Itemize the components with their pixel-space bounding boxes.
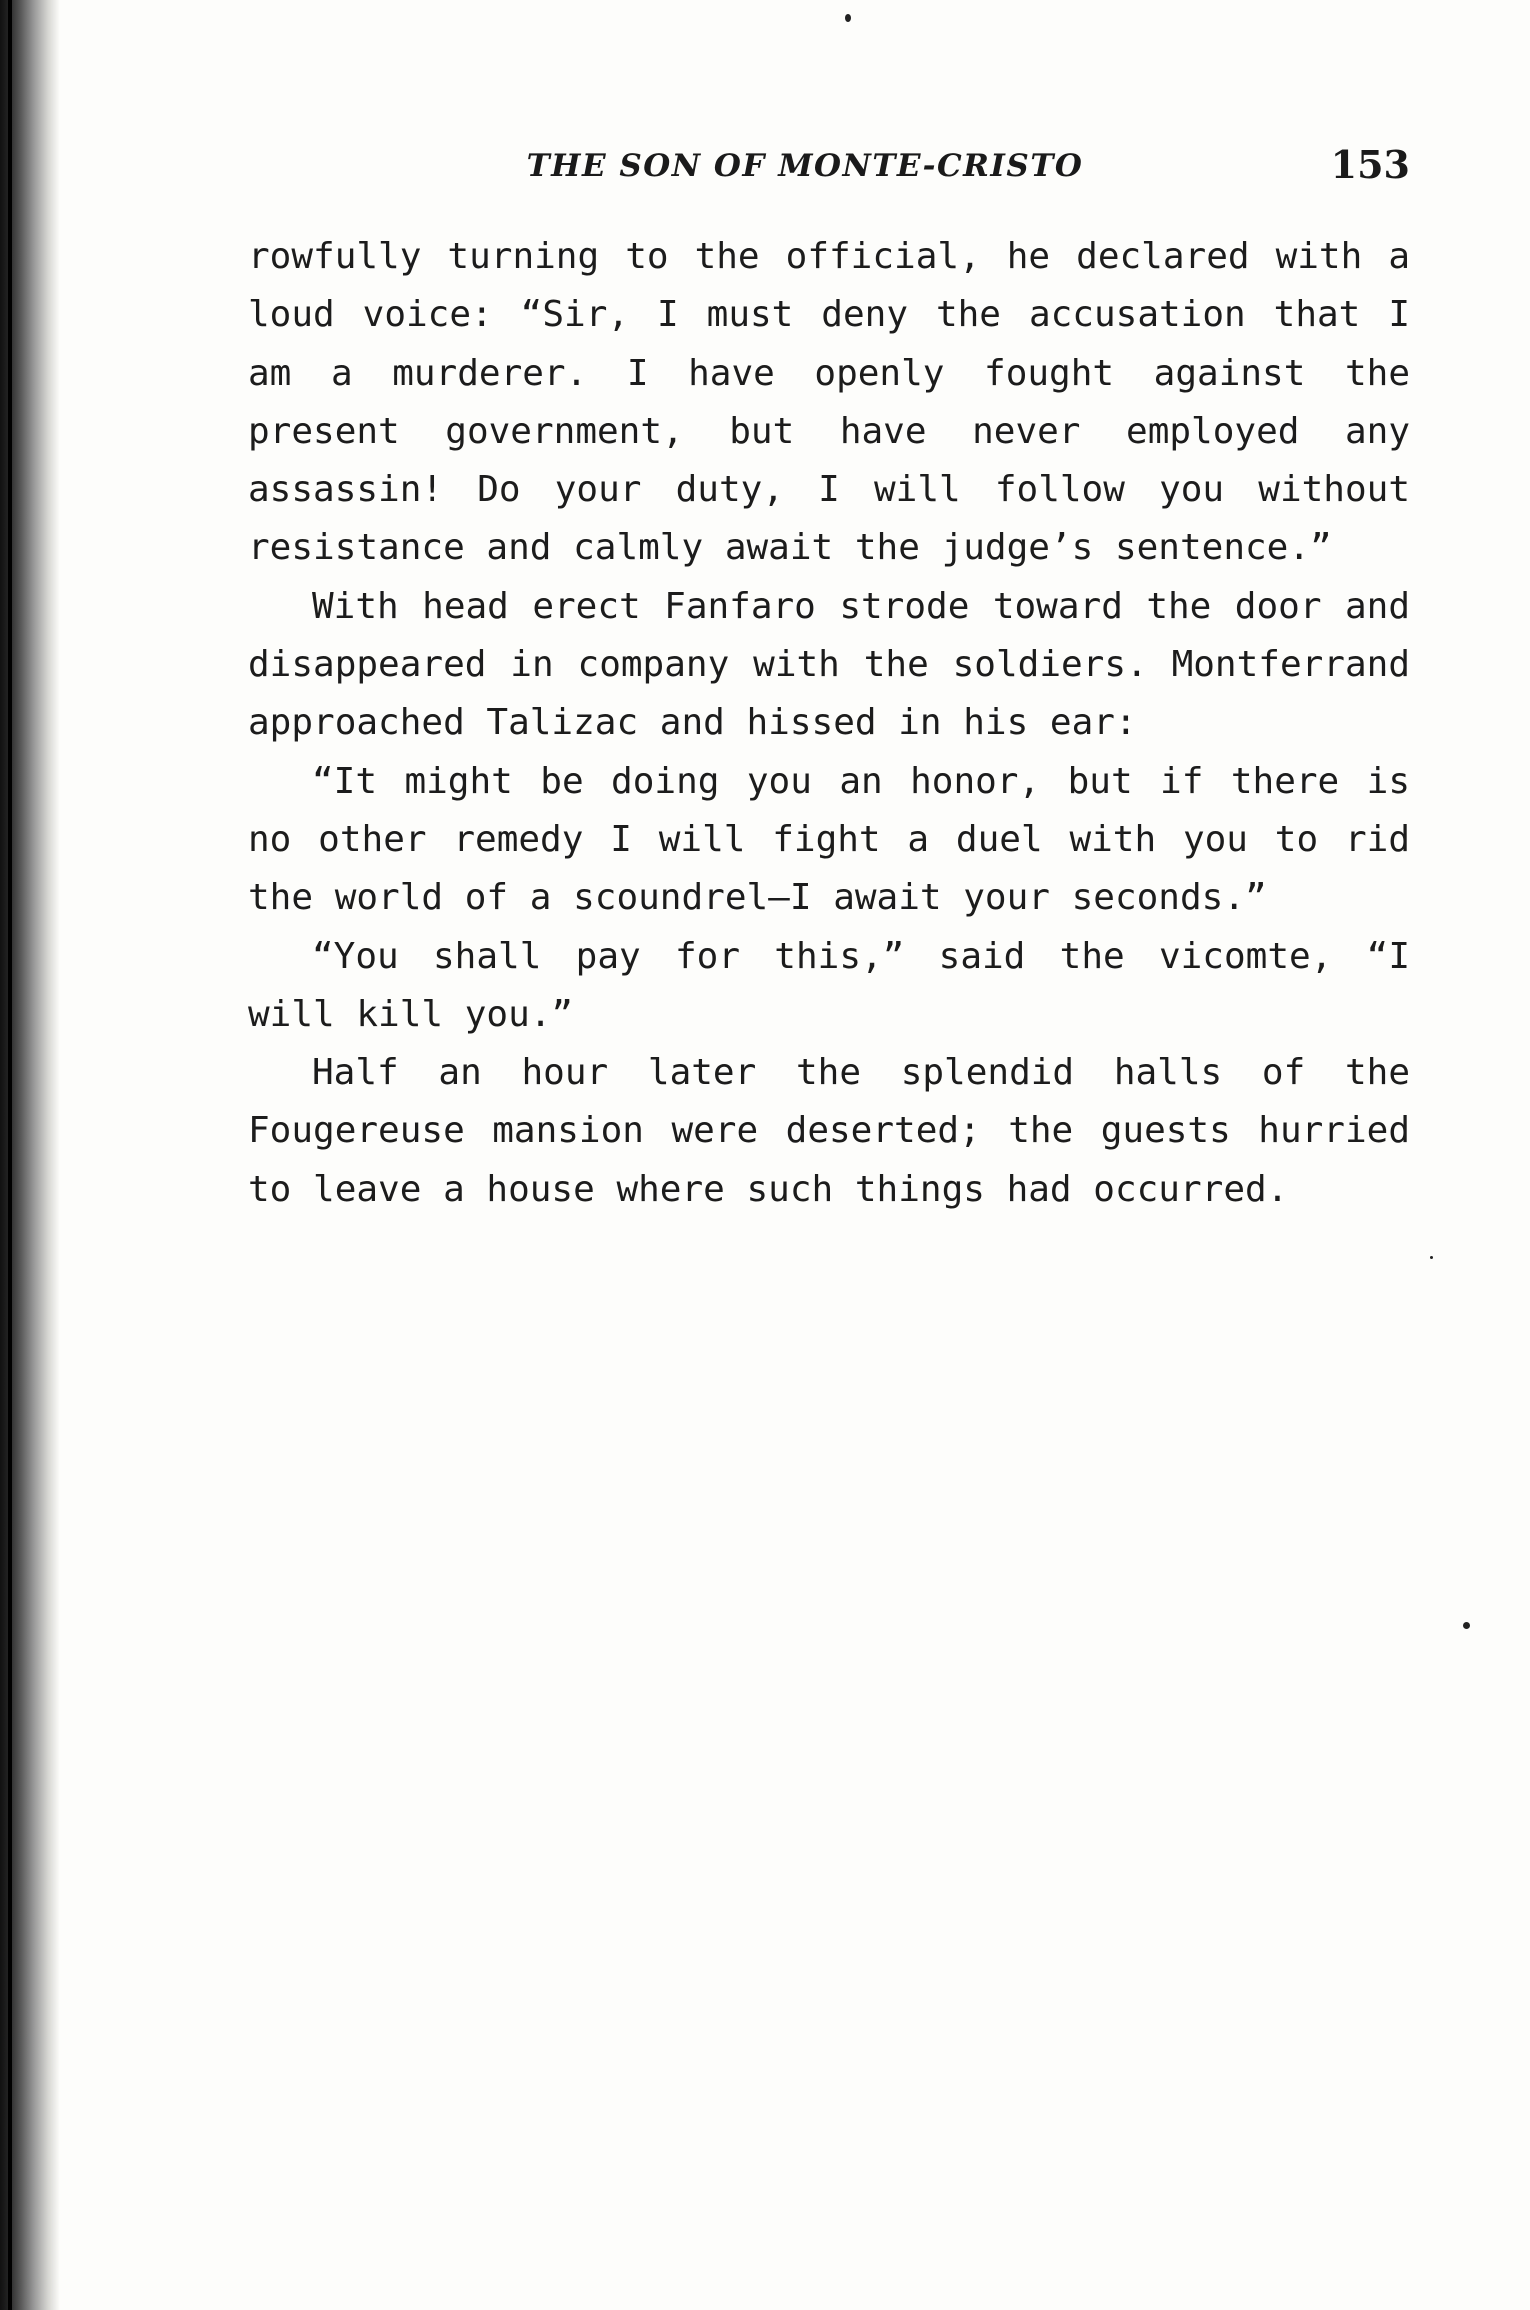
paragraph: “It might be doing you an honor, but if there is no other remedy I will fight a duel with you to rid the world of a scoundrel—I await your seconds.” <box>248 760 1410 919</box>
running-head <box>250 142 1410 192</box>
print-speck <box>1430 1256 1433 1259</box>
paragraph: Half an hour later the splendid halls of the Fougereuse mansion were deserted; the guests hurried to leave a house where such things had occurred. <box>248 1052 1410 1210</box>
page-number: 153 <box>1330 142 1410 187</box>
body-text <box>248 228 1410 1219</box>
paragraph: With head erect Fanfaro strode toward the door and disappeared in company with the soldiers. Montferrand approached Talizac and hissed in his ear: <box>248 585 1410 744</box>
paragraph-continuation: rowfully turning to the official, he declared with a loud voice: “Sir, I must deny the accusation that I am a murderer. I have openly fought against the present government, but have never employed any assassin! Do your duty, I will follow you without resistance and calmly await the judge’s sentence.” <box>248 236 1410 569</box>
binding-edge-line <box>8 0 12 2310</box>
print-speck <box>845 14 851 22</box>
running-title: THE SON OF MONTE-CRISTO <box>526 148 1084 184</box>
print-speck <box>1463 1622 1470 1629</box>
paragraph: “You shall pay for this,” said the vicomte, “I will kill you.” <box>248 935 1410 1035</box>
